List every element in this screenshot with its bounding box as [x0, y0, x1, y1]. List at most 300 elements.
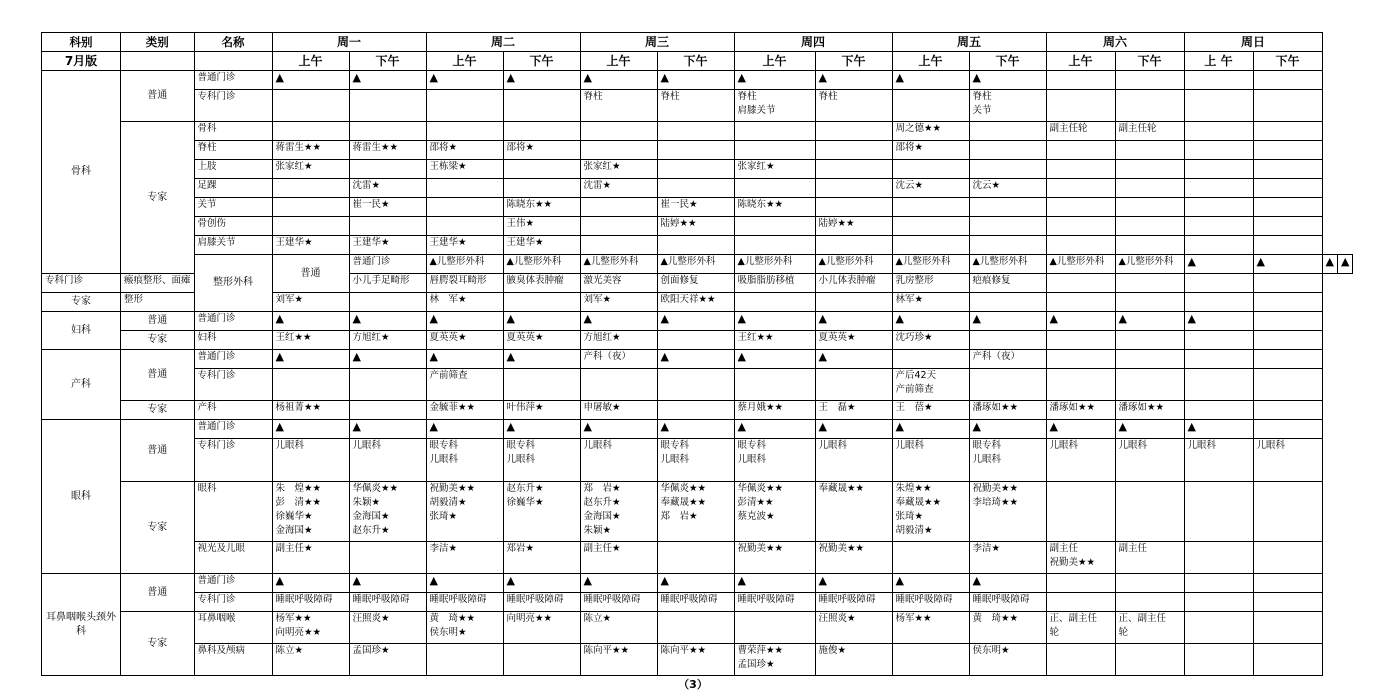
table-row [42, 350, 1353, 369]
schedule-cell [1253, 350, 1322, 369]
schedule-cell [1253, 331, 1322, 350]
schedule-cell: 陈立★ [580, 612, 657, 644]
schedule-cell: 华佩炎★★ 彭清★★ 蔡克波★ [734, 482, 815, 542]
schedule-cell: 儿眼科 [272, 439, 349, 482]
schedule-cell [349, 542, 426, 574]
header-am-sat: 上午 [1046, 52, 1115, 71]
schedule-cell: ▲ [272, 312, 349, 331]
schedule-cell: 副主任 祝勤美★★ [1046, 542, 1115, 574]
schedule-cell: 产后42天 产前筛查 [892, 369, 969, 401]
table-row [42, 179, 1353, 198]
schedule-cell: 王 磊★ [815, 401, 892, 420]
schedule-cell: ▲ [734, 71, 815, 90]
header-pm-sun: 下午 [1253, 52, 1322, 71]
schedule-cell: 儿眼科 [580, 439, 657, 482]
schedule-cell: 王建华★ [349, 236, 426, 255]
header-pm-sat: 下午 [1115, 52, 1184, 71]
schedule-cell [892, 542, 969, 574]
schedule-cell [1253, 420, 1322, 439]
schedule-cell [1253, 401, 1322, 420]
schedule-cell [503, 160, 580, 179]
schedule-cell: ▲ [272, 350, 349, 369]
schedule-cell [1184, 369, 1253, 401]
schedule-cell: 沈云★ [892, 179, 969, 198]
schedule-cell: 眼专科 儿眼科 [734, 439, 815, 482]
schedule-cell [1184, 612, 1253, 644]
schedule-cell [1184, 122, 1253, 141]
schedule-cell: ▲儿整形外科 [580, 255, 657, 274]
schedule-cell [969, 141, 1046, 160]
schedule-cell [1253, 160, 1322, 179]
schedule-cell: 正、副主任 轮 [1115, 612, 1184, 644]
schedule-cell: ▲儿整形外科 [815, 255, 892, 274]
schedule-cell: 产前筛查 [426, 369, 503, 401]
clinic-name-cell: 关节 [194, 198, 272, 217]
schedule-cell [1184, 293, 1253, 312]
schedule-cell: 眼专科 儿眼科 [426, 439, 503, 482]
category-cell: 专家 [121, 122, 195, 274]
clinic-name-cell: 足踝 [194, 179, 272, 198]
schedule-cell: ▲ [349, 71, 426, 90]
header-row-days [42, 33, 1353, 52]
schedule-cell: 蒋雷生★★ [349, 141, 426, 160]
schedule-cell [1253, 274, 1322, 293]
schedule-cell [1046, 141, 1115, 160]
schedule-cell: 产科（夜） [580, 350, 657, 369]
schedule-cell: 儿眼科 [815, 439, 892, 482]
schedule-cell [1184, 593, 1253, 612]
schedule-cell: 小儿体表肿瘤 [815, 274, 892, 293]
schedule-cell [892, 236, 969, 255]
table-row [42, 331, 1353, 350]
schedule-cell: ▲ [657, 574, 734, 593]
schedule-cell: ▲ [580, 420, 657, 439]
header-pm-wed: 下午 [657, 52, 734, 71]
schedule-cell: 眼专科 儿眼科 [657, 439, 734, 482]
category-cell: 专家 [42, 293, 121, 312]
schedule-cell [272, 179, 349, 198]
clinic-name-cell: 上肢 [194, 160, 272, 179]
schedule-cell: 邵将★ [426, 141, 503, 160]
schedule-cell [815, 179, 892, 198]
schedule-cell [272, 122, 349, 141]
schedule-cell [580, 141, 657, 160]
schedule-cell [580, 217, 657, 236]
schedule-cell [349, 401, 426, 420]
schedule-cell: 郑岩★ [503, 542, 580, 574]
schedule-cell [1115, 350, 1184, 369]
schedule-cell: 吸脂脂肪移植 [734, 274, 815, 293]
schedule-cell: 蒋雷生★★ [272, 141, 349, 160]
schedule-cell: 邵将★ [892, 141, 969, 160]
schedule-cell [969, 198, 1046, 217]
schedule-cell: ▲ [1046, 420, 1115, 439]
clinic-name-cell: 普通门诊 [349, 255, 426, 274]
table-row [42, 198, 1353, 217]
schedule-cell [1184, 350, 1253, 369]
schedule-cell [1115, 141, 1184, 160]
schedule-cell [1184, 90, 1253, 122]
schedule-cell [349, 217, 426, 236]
table-row [42, 141, 1353, 160]
schedule-cell [349, 293, 426, 312]
schedule-cell: ▲ [657, 312, 734, 331]
schedule-cell: 华佩炎★★ 奉藏晟★★ 郑 岩★ [657, 482, 734, 542]
schedule-cell [426, 122, 503, 141]
schedule-cell [1046, 274, 1115, 293]
schedule-cell [1046, 593, 1115, 612]
schedule-cell [1184, 217, 1253, 236]
schedule-cell [734, 179, 815, 198]
schedule-cell: 激光美容 [580, 274, 657, 293]
schedule-cell [1046, 574, 1115, 593]
schedule-cell [815, 141, 892, 160]
category-cell: 专家 [121, 482, 195, 574]
table-row [42, 369, 1353, 401]
schedule-cell [1184, 574, 1253, 593]
schedule-cell [1046, 369, 1115, 401]
schedule-cell: ▲儿整形外科 [892, 255, 969, 274]
table-row [42, 644, 1353, 676]
schedule-cell [969, 293, 1046, 312]
schedule-cell: 脊柱 [815, 90, 892, 122]
schedule-cell: ▲ [426, 420, 503, 439]
schedule-cell [734, 122, 815, 141]
schedule-cell [1115, 236, 1184, 255]
schedule-cell: 方旭红★ [349, 331, 426, 350]
schedule-cell: 祝勤美★★ [734, 542, 815, 574]
clinic-name-cell: 骨科 [194, 122, 272, 141]
schedule-cell: 副主任★ [272, 542, 349, 574]
schedule-cell [1253, 236, 1322, 255]
schedule-cell [1046, 350, 1115, 369]
schedule-cell [1115, 90, 1184, 122]
schedule-cell: ▲儿整形外科 [1046, 255, 1115, 274]
schedule-cell [1184, 198, 1253, 217]
schedule-cell: 黄 琦★★ 侯东明★ [426, 612, 503, 644]
header-am-mon: 上午 [272, 52, 349, 71]
schedule-cell [426, 644, 503, 676]
schedule-cell: ▲ [657, 420, 734, 439]
schedule-cell: 林军★ [892, 293, 969, 312]
table-row [42, 420, 1353, 439]
schedule-cell: 孟国珍★ [349, 644, 426, 676]
schedule-cell: ▲ [892, 420, 969, 439]
schedule-cell: ▲ [1322, 255, 1337, 274]
schedule-cell: ▲ [503, 71, 580, 90]
schedule-cell: 杨军★★ 向明亮★★ [272, 612, 349, 644]
clinic-name-cell: 普通门诊 [194, 420, 272, 439]
schedule-cell [969, 236, 1046, 255]
schedule-cell: 陆婷★★ [657, 217, 734, 236]
schedule-cell: 王伟★ [503, 217, 580, 236]
schedule-cell [815, 122, 892, 141]
schedule-cell: 邵将★ [503, 141, 580, 160]
category-cell: 专家 [121, 401, 195, 420]
header-pm-mon: 下午 [349, 52, 426, 71]
schedule-cell [349, 90, 426, 122]
schedule-cell [503, 644, 580, 676]
header-dept: 科别 [42, 33, 121, 52]
schedule-cell: ▲ [426, 350, 503, 369]
schedule-cell: 李洁★ [426, 542, 503, 574]
schedule-cell: 杨祖菁★★ [272, 401, 349, 420]
schedule-cell: 儿眼科 [349, 439, 426, 482]
schedule-cell [503, 90, 580, 122]
schedule-cell [1253, 612, 1322, 644]
schedule-cell [892, 350, 969, 369]
schedule-cell: 眼专科 儿眼科 [969, 439, 1046, 482]
schedule-cell: 陈向平★★ [580, 644, 657, 676]
schedule-cell: 方旭红★ [580, 331, 657, 350]
schedule-cell [1046, 644, 1115, 676]
header-row-periods [42, 52, 1353, 71]
schedule-cell [1253, 179, 1322, 198]
schedule-cell: 副主任轮 [1115, 122, 1184, 141]
schedule-cell: 腋臭体表肿瘤 [503, 274, 580, 293]
schedule-cell: ▲ [969, 312, 1046, 331]
schedule-cell: 刘军★ [580, 293, 657, 312]
department-cell: 眼科 [42, 420, 121, 574]
schedule-cell: 陈晓东★★ [734, 198, 815, 217]
schedule-cell [580, 122, 657, 141]
schedule-cell [892, 217, 969, 236]
schedule-cell [815, 236, 892, 255]
schedule-cell: 儿眼科 [1046, 439, 1115, 482]
schedule-cell: 王建华★ [503, 236, 580, 255]
table-row [42, 217, 1353, 236]
header-am-thu: 上午 [734, 52, 815, 71]
schedule-cell: 睡眠呼吸障碍 [815, 593, 892, 612]
schedule-cell [657, 401, 734, 420]
schedule-cell [734, 612, 815, 644]
schedule-cell [657, 542, 734, 574]
clinic-name-cell: 视光及儿眼 [194, 542, 272, 574]
schedule-cell: 睡眠呼吸障碍 [349, 593, 426, 612]
schedule-cell: 陈晓东★★ [503, 198, 580, 217]
category-cell: 普通 [121, 312, 195, 331]
schedule-cell [657, 612, 734, 644]
table-row [42, 401, 1353, 420]
schedule-cell: ▲ [1046, 312, 1115, 331]
schedule-cell [1253, 542, 1322, 574]
schedule-cell: 汪照炎★ [815, 612, 892, 644]
schedule-cell: 唇腭裂耳畸形 [426, 274, 503, 293]
schedule-cell [503, 122, 580, 141]
category-cell: 专家 [121, 612, 195, 676]
schedule-cell [1253, 574, 1322, 593]
schedule-cell [815, 369, 892, 401]
department-cell: 骨科 [42, 71, 121, 274]
schedule-cell [1046, 90, 1115, 122]
table-row [42, 236, 1353, 255]
schedule-cell [815, 160, 892, 179]
table-row [42, 574, 1353, 593]
header-blank [194, 52, 272, 71]
schedule-cell [1115, 331, 1184, 350]
schedule-cell: ▲儿整形外科 [657, 255, 734, 274]
header-day-mon: 周一 [272, 33, 426, 52]
schedule-cell [969, 122, 1046, 141]
schedule-cell: 张家红★ [734, 160, 815, 179]
header-day-sat: 周六 [1046, 33, 1184, 52]
schedule-cell [1184, 236, 1253, 255]
schedule-cell [1253, 198, 1322, 217]
schedule-cell: ▲ [892, 312, 969, 331]
schedule-cell [1115, 574, 1184, 593]
schedule-cell [349, 122, 426, 141]
table-row [42, 71, 1353, 90]
schedule-cell: ▲ [1184, 312, 1253, 331]
schedule-cell [892, 198, 969, 217]
schedule-cell: ▲ [657, 350, 734, 369]
schedule-cell [1115, 644, 1184, 676]
schedule-cell: 杨军★★ [892, 612, 969, 644]
schedule-cell: 蔡月娥★★ [734, 401, 815, 420]
schedule-cell: 儿眼科 [1253, 439, 1322, 482]
clinic-name-cell: 专科门诊 [194, 90, 272, 122]
header-am-fri: 上午 [892, 52, 969, 71]
schedule-cell: ▲ [734, 350, 815, 369]
schedule-cell [1115, 369, 1184, 401]
schedule-cell: 叶伟萍★ [503, 401, 580, 420]
schedule-cell [734, 236, 815, 255]
schedule-cell [657, 369, 734, 401]
schedule-cell [349, 369, 426, 401]
schedule-cell [1184, 141, 1253, 160]
schedule-cell: 王栋梁★ [426, 160, 503, 179]
schedule-cell [1253, 312, 1322, 331]
table-row [42, 255, 1353, 274]
schedule-cell [734, 217, 815, 236]
clinic-name-cell: 肩膝关节 [194, 236, 272, 255]
clinic-name-cell: 专科门诊 [42, 274, 121, 293]
schedule-cell: ▲ [1184, 420, 1253, 439]
schedule-cell [1115, 293, 1184, 312]
schedule-cell: 潘琢如★★ [1046, 401, 1115, 420]
schedule-cell [272, 198, 349, 217]
clinic-name-cell: 骨创伤 [194, 217, 272, 236]
department-cell: 耳鼻咽喉头颈外科 [42, 574, 121, 676]
schedule-cell: ▲ [815, 312, 892, 331]
schedule-cell [580, 198, 657, 217]
schedule-cell: ▲ [815, 71, 892, 90]
schedule-cell [657, 331, 734, 350]
schedule-cell: ▲ [349, 574, 426, 593]
schedule-cell: 脊柱 [580, 90, 657, 122]
schedule-cell [969, 331, 1046, 350]
schedule-cell: 睡眠呼吸障碍 [969, 593, 1046, 612]
schedule-cell: 黄 琦★★ [969, 612, 1046, 644]
header-day-wed: 周三 [580, 33, 734, 52]
schedule-cell: 沈云★ [969, 179, 1046, 198]
schedule-cell [1184, 401, 1253, 420]
clinic-name-cell: 耳鼻咽喉 [194, 612, 272, 644]
schedule-cell [272, 369, 349, 401]
schedule-cell: ▲儿整形外科 [734, 255, 815, 274]
schedule-cell [426, 179, 503, 198]
table-row [42, 482, 1353, 542]
schedule-cell [815, 293, 892, 312]
schedule-cell [1184, 71, 1253, 90]
schedule-cell: 华佩炎★★ 朱颖★ 金海国★ 赵东升★ [349, 482, 426, 542]
schedule-cell [657, 160, 734, 179]
schedule-cell: 李洁★ [969, 542, 1046, 574]
schedule-cell [1046, 293, 1115, 312]
schedule-cell: 王建华★ [272, 236, 349, 255]
schedule-cell: 欧阳天祥★★ [657, 293, 734, 312]
schedule-cell: 赵东升★ 徐巍华★ [503, 482, 580, 542]
clinic-name-cell: 专科门诊 [194, 439, 272, 482]
schedule-cell [1115, 71, 1184, 90]
schedule-cell [1115, 160, 1184, 179]
schedule-cell: 睡眠呼吸障碍 [580, 593, 657, 612]
schedule-cell: ▲ [969, 574, 1046, 593]
table-row [42, 312, 1353, 331]
schedule-cell: 产科（夜） [969, 350, 1046, 369]
schedule-cell: 王红★★ [734, 331, 815, 350]
edition-label: 7月版 [42, 52, 121, 71]
header-am-wed: 上午 [580, 52, 657, 71]
header-day-fri: 周五 [892, 33, 1046, 52]
schedule-cell: 祝勤美★★ 李培琦★★ [969, 482, 1046, 542]
schedule-cell: 创面修复 [657, 274, 734, 293]
schedule-cell [1253, 593, 1322, 612]
schedule-cell [657, 141, 734, 160]
schedule-cell: 汪照炎★ [349, 612, 426, 644]
schedule-cell [1253, 293, 1322, 312]
schedule-cell [1115, 482, 1184, 542]
schedule-cell: ▲儿整形外科 [1115, 255, 1184, 274]
schedule-cell [969, 160, 1046, 179]
schedule-cell: 张家红★ [272, 160, 349, 179]
schedule-cell: 乳房整形 [892, 274, 969, 293]
header-pm-tue: 下午 [503, 52, 580, 71]
schedule-cell [1046, 236, 1115, 255]
schedule-cell: 王建华★ [426, 236, 503, 255]
schedule-cell: 沈巧珍★ [892, 331, 969, 350]
schedule-cell [1184, 160, 1253, 179]
schedule-cell: 睡眠呼吸障碍 [426, 593, 503, 612]
schedule-cell: 睡眠呼吸障碍 [657, 593, 734, 612]
schedule-cell [657, 179, 734, 198]
schedule-cell: ▲ [1337, 255, 1352, 274]
clinic-name-cell: 妇科 [194, 331, 272, 350]
schedule-cell: 沈雷★ [580, 179, 657, 198]
schedule-cell [1046, 160, 1115, 179]
schedule-cell [580, 236, 657, 255]
schedule-cell: ▲ [892, 574, 969, 593]
schedule-cell: 祝勤美★★ 胡毅清★ 张琦★ [426, 482, 503, 542]
schedule-cell: ▲儿整形外科 [426, 255, 503, 274]
schedule-cell [349, 160, 426, 179]
schedule-cell [892, 160, 969, 179]
schedule-cell: 睡眠呼吸障碍 [734, 593, 815, 612]
schedule-cell: 眼专科 儿眼科 [503, 439, 580, 482]
schedule-cell: ▲ [503, 420, 580, 439]
schedule-cell [1253, 122, 1322, 141]
schedule-cell: ▲ [1253, 255, 1322, 274]
schedule-cell: 夏英英★ [815, 331, 892, 350]
schedule-cell: ▲ [503, 312, 580, 331]
clinic-schedule-table [41, 32, 1353, 676]
header-pm-fri: 下午 [969, 52, 1046, 71]
category-cell: 普通 [121, 350, 195, 401]
schedule-cell [503, 179, 580, 198]
schedule-cell [1115, 198, 1184, 217]
header-day-thu: 周四 [734, 33, 892, 52]
schedule-cell: 申屠敏★ [580, 401, 657, 420]
